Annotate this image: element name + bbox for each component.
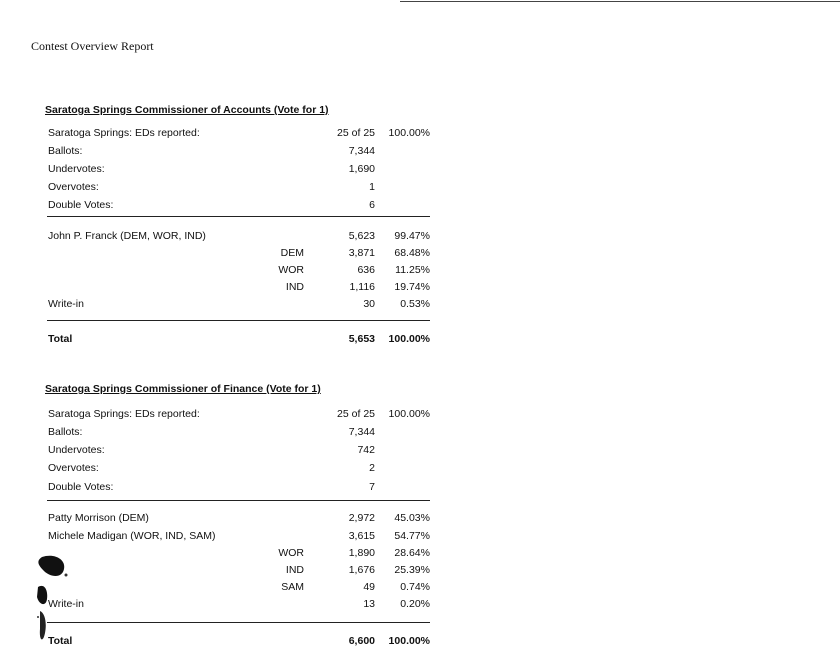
stat-row [0, 462, 840, 478]
stat-row [0, 481, 840, 497]
candidate-row [0, 298, 840, 314]
stat-row [0, 199, 840, 215]
row-percent: 25.39% [394, 564, 430, 576]
row-value: 1 [369, 181, 375, 193]
row-value: 742 [357, 444, 375, 456]
contest-title: Saratoga Springs Commissioner of Finance (Vote for 1) [45, 383, 321, 395]
scan-edge-line [400, 1, 840, 2]
row-label: Write-in [48, 298, 84, 310]
party-breakdown-row [0, 581, 840, 597]
row-label: Write-in [48, 598, 84, 610]
row-value: 5,653 [348, 333, 375, 345]
row-value: 2 [369, 462, 375, 474]
divider [47, 622, 430, 623]
row-percent: 19.74% [394, 281, 430, 293]
row-label: Overvotes: [48, 181, 99, 193]
party-breakdown-row [0, 264, 840, 280]
row-value: 49 [363, 581, 375, 593]
row-label: Double Votes: [48, 199, 114, 211]
row-value: 25 of 25 [337, 127, 375, 139]
row-value: 1,890 [348, 547, 375, 559]
row-percent: 100.00% [388, 127, 430, 139]
row-label: Saratoga Springs: EDs reported: [48, 127, 200, 139]
row-value: 7,344 [348, 426, 375, 438]
divider [47, 216, 430, 217]
row-label: Double Votes: [48, 481, 114, 493]
row-percent: 11.25% [395, 264, 430, 276]
party-label: WOR [278, 264, 304, 276]
party-label: WOR [278, 547, 304, 559]
row-label: Overvotes: [48, 462, 99, 474]
contest-title: Saratoga Springs Commissioner of Accounts (Vote for 1) [45, 104, 329, 116]
candidate-row [0, 598, 840, 614]
row-percent: 45.03% [394, 512, 430, 524]
row-percent: 99.47% [394, 230, 430, 242]
total-row [0, 635, 840, 651]
row-value: 1,690 [348, 163, 375, 175]
divider [47, 500, 430, 501]
stat-row [0, 444, 840, 460]
stat-row [0, 163, 840, 179]
row-value: 13 [363, 598, 375, 610]
row-percent: 0.74% [400, 581, 430, 593]
row-label: Total [48, 635, 73, 647]
row-value: 6 [369, 199, 375, 211]
row-percent: 54.77% [394, 530, 430, 542]
stat-row [0, 426, 840, 442]
candidate-row [0, 230, 840, 246]
row-label: Patty Morrison (DEM) [48, 512, 149, 524]
row-value: 3,871 [348, 247, 375, 259]
candidate-row [0, 512, 840, 528]
candidate-row [0, 530, 840, 546]
total-row [0, 333, 840, 349]
party-label: IND [285, 564, 304, 576]
row-value: 6,600 [348, 635, 375, 647]
stat-row [0, 181, 840, 197]
row-label: Undervotes: [48, 444, 105, 456]
party-breakdown-row [0, 547, 840, 563]
row-value: 25 of 25 [337, 408, 375, 420]
row-label: Ballots: [48, 145, 83, 157]
row-label: Ballots: [48, 426, 83, 438]
row-value: 7,344 [348, 145, 375, 157]
row-value: 2,972 [348, 512, 375, 524]
row-percent: 100.00% [388, 333, 430, 345]
row-label: John P. Franck (DEM, WOR, IND) [48, 230, 206, 242]
party-breakdown-row [0, 564, 840, 580]
row-percent: 0.53% [400, 298, 430, 310]
row-percent: 0.20% [400, 598, 430, 610]
row-value: 5,623 [348, 230, 375, 242]
party-label: SAM [281, 581, 304, 593]
row-value: 1,116 [349, 281, 375, 293]
row-label: Undervotes: [48, 163, 105, 175]
row-percent: 100.00% [388, 408, 430, 420]
row-value: 7 [369, 481, 375, 493]
row-value: 1,676 [348, 564, 375, 576]
row-value: 636 [357, 264, 375, 276]
row-value: 3,615 [348, 530, 375, 542]
row-label: Michele Madigan (WOR, IND, SAM) [48, 530, 216, 542]
party-breakdown-row [0, 247, 840, 263]
report-title: Contest Overview Report [31, 39, 154, 53]
stat-row [0, 127, 840, 143]
row-label: Total [48, 333, 73, 345]
row-percent: 100.00% [388, 635, 430, 647]
party-label: IND [285, 281, 304, 293]
stat-row [0, 145, 840, 161]
row-value: 30 [363, 298, 375, 310]
divider [47, 320, 430, 321]
party-breakdown-row [0, 281, 840, 297]
row-percent: 28.64% [394, 547, 430, 559]
row-percent: 68.48% [394, 247, 430, 259]
row-label: Saratoga Springs: EDs reported: [48, 408, 200, 420]
party-label: DEM [280, 247, 304, 259]
stat-row [0, 408, 840, 424]
